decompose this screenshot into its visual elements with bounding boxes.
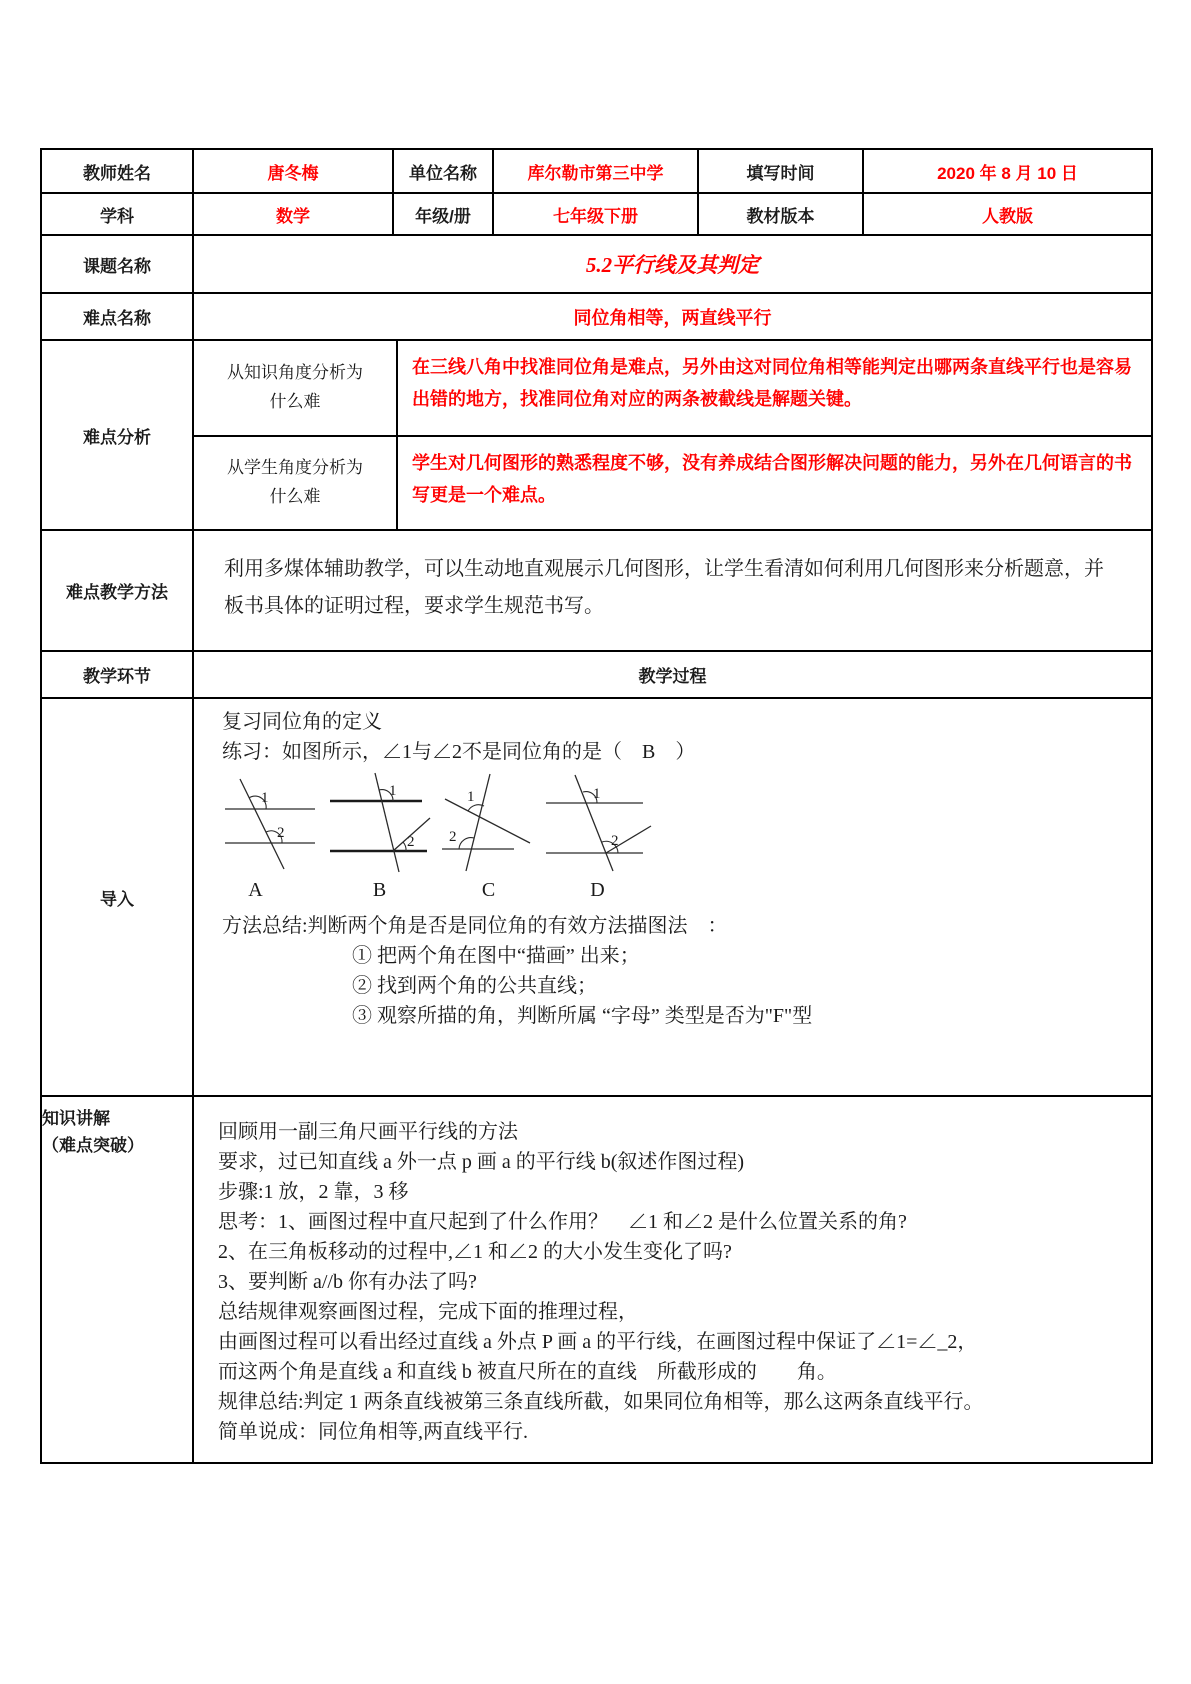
intro-line-review: 复习同位角的定义 <box>222 711 382 733</box>
unit-name-value: 库尔勒市第三中学 <box>492 150 697 192</box>
stage-header-row <box>42 650 1151 697</box>
unit-name-label: 单位名称 <box>392 150 492 192</box>
analysis-student-text: 学生对几何图形的熟悉程度不够，没有养成结合图形解决问题的能力，另外在几何语言的书写更是一个难点。 <box>396 437 1151 529</box>
analysis-student-subrow <box>194 435 1151 529</box>
knowledge-line: 3、要判断 a//b 你有办法了吗? <box>218 1271 477 1293</box>
knowledge-line: 思考：1、画图过程中直尺起到了什么作用？ ∠1 和∠2 是什么位置关系的角? <box>218 1211 907 1233</box>
intro-step-1: ① 把两个角在图中“描画” 出来； <box>352 945 640 967</box>
intro-line-exercise: 练习：如图所示，∠1与∠2不是同位角的是（ B ） <box>222 741 696 763</box>
intro-step-2: ② 找到两个角的公共直线； <box>352 975 597 997</box>
intro-method-summary: 方法总结:判断两个角是否是同位角的有效方法描图法 ： <box>222 915 728 937</box>
teaching-method-text: 利用多煤体辅助教学，可以生动地直观展示几何图形，让学生看清如何利用几何图形来分析题意，并板书具体的证明过程，要求学生规范书写。 <box>192 531 1151 650</box>
knowledge-line: 2、在三角板移动的过程中,∠1 和∠2 的大小发生变化了吗? <box>218 1241 732 1263</box>
info-row-1 <box>42 150 1151 192</box>
analysis-student-sublabel: 从学生角度分析为什么难 <box>227 458 363 506</box>
knowledge-line: 回顾用一副三角尺画平行线的方法 <box>218 1121 518 1143</box>
teaching-method-row <box>42 529 1151 650</box>
knowledge-line: 简单说成：同位角相等,两直线平行. <box>218 1421 528 1443</box>
analysis-knowledge-text: 在三线八角中找准同位角是难点，另外由这对同位角相等能判定出哪两条直线平行也是容易出错的地方，找准同位角对应的两条被截线是解题关键。 <box>396 341 1151 435</box>
teacher-name-label: 教师姓名 <box>83 163 151 183</box>
figure-d-drawing <box>543 771 653 873</box>
knowledge-line: 步骤:1 放，2 靠，3 移 <box>218 1181 409 1203</box>
analysis-knowledge-sublabel: 从知识角度分析为什么难 <box>227 363 363 411</box>
angle-figures <box>222 771 1131 905</box>
figure-a-caption: A <box>248 879 263 901</box>
difficulty-analysis-label: 难点分析 <box>83 427 151 447</box>
difficulty-name-row <box>42 292 1151 339</box>
knowledge-line: 要求，过已知直线 a 外一点 p 画 a 的平行线 b(叙述作图过程) <box>218 1151 745 1173</box>
fill-date-label: 填写时间 <box>697 150 862 192</box>
teacher-name-value: 唐冬梅 <box>192 150 392 192</box>
figure-b <box>331 771 428 905</box>
intro-content <box>192 699 1151 1095</box>
topic-label: 课题名称 <box>83 256 151 276</box>
intro-label: 导入 <box>100 889 134 909</box>
figure-c-caption: C <box>481 879 496 901</box>
difficulty-analysis-body <box>192 341 1151 529</box>
intro-step-3: ③ 观察所描的角，判断所属 “字母” 类型是否为"F"型 <box>352 1005 813 1027</box>
subject-value: 数学 <box>192 194 392 234</box>
svg-text:1: 1 <box>389 783 397 799</box>
knowledge-line: 总结规律观察画图过程，完成下面的推理过程， <box>218 1301 638 1323</box>
stage-value: 教学过程 <box>192 652 1151 697</box>
knowledge-label-line2: （难点突破） <box>42 1136 144 1156</box>
topic-value: 5.2平行线及其判定 <box>192 236 1151 292</box>
subject-label: 学科 <box>100 206 134 226</box>
figure-c-drawing <box>440 771 537 873</box>
analysis-knowledge-subrow <box>194 341 1151 435</box>
topic-row <box>42 234 1151 292</box>
figure-b-caption: B <box>372 879 387 901</box>
edition-value: 人教版 <box>862 194 1151 234</box>
grade-label: 年级/册 <box>392 194 492 234</box>
knowledge-label-line1: 知识讲解 <box>42 1109 110 1128</box>
info-row-2 <box>42 192 1151 234</box>
grade-value: 七年级下册 <box>492 194 697 234</box>
svg-text:2: 2 <box>449 829 457 845</box>
difficulty-name-value: 同位角相等，两直线平行 <box>192 294 1151 339</box>
svg-text:1: 1 <box>261 790 269 806</box>
svg-text:1: 1 <box>592 786 600 802</box>
knowledge-row <box>42 1095 1151 1462</box>
figure-c <box>440 771 537 905</box>
difficulty-analysis-row <box>42 339 1151 529</box>
edition-label: 教材版本 <box>697 194 862 234</box>
knowledge-line: 规律总结:判定 1 两条直线被第三条直线所截，如果同位角相等，那么这两条直线平行。 <box>218 1391 984 1413</box>
fill-date-value: 2020 年 8 月 10 日 <box>862 150 1151 192</box>
figure-a <box>222 771 319 905</box>
svg-text:2: 2 <box>277 825 285 841</box>
figure-d <box>549 771 646 905</box>
figure-d-caption: D <box>590 879 605 901</box>
knowledge-label <box>42 1097 192 1462</box>
difficulty-name-label: 难点名称 <box>83 309 151 328</box>
figure-b-drawing <box>327 771 432 873</box>
knowledge-line: 由画图过程可以看出经过直线 a 外点 P 画 a 的平行线，在画图过程中保证了∠1=∠_2， <box>218 1331 978 1353</box>
teaching-method-label: 难点教学方法 <box>66 583 168 602</box>
svg-text:2: 2 <box>407 834 415 850</box>
svg-text:1: 1 <box>467 789 475 805</box>
lesson-plan-table <box>40 148 1153 1464</box>
figure-a-drawing <box>222 771 319 873</box>
svg-text:2: 2 <box>610 833 618 849</box>
intro-row <box>42 697 1151 1095</box>
knowledge-content <box>192 1097 1151 1462</box>
knowledge-line: 而这两个角是直线 a 和直线 b 被直尺所在的直线 所截形成的 角。 <box>218 1361 837 1383</box>
stage-label: 教学环节 <box>83 667 151 686</box>
